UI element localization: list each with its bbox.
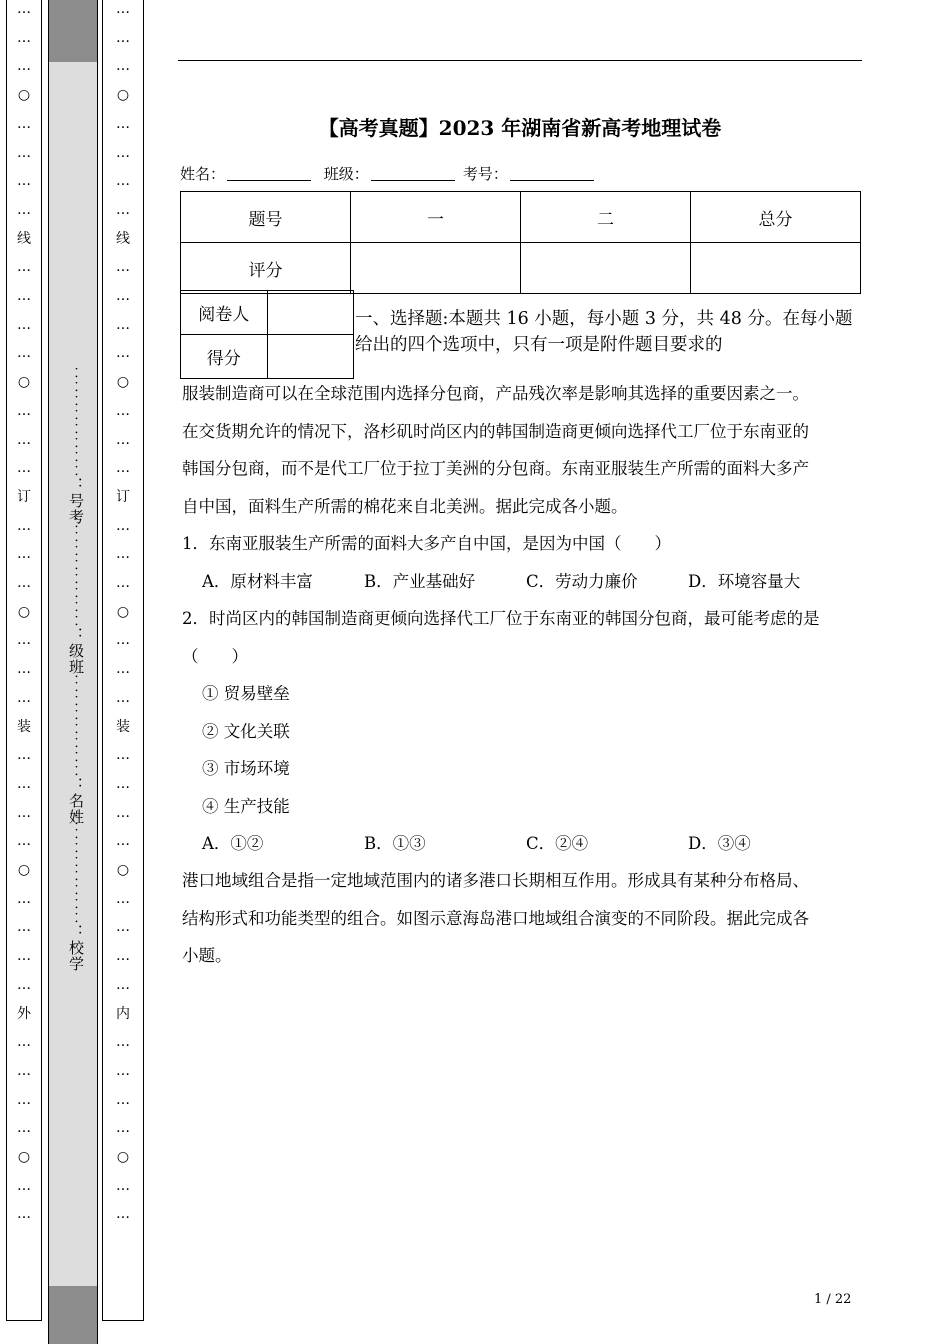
binding-mark: … [116, 58, 130, 75]
question-2-options [182, 825, 862, 863]
question-2-item: ① 贸易壁垒 [202, 684, 290, 703]
binding-mark: … [17, 517, 31, 534]
binding-mark: … [17, 890, 31, 907]
binding-mark: 订 [17, 488, 31, 505]
binding-mark: … [17, 689, 31, 706]
binding-mark: … [17, 1062, 31, 1079]
passage-line: 结构形式和功能类型的组合。如图示意海岛港口地域组合演变的不同阶段。据此完成各 [182, 908, 809, 928]
score-cell[interactable] [691, 243, 861, 294]
binding-mark: … [116, 259, 130, 276]
binding-mark: … [116, 460, 130, 477]
binding-mark: … [17, 259, 31, 276]
option-c[interactable]: C．②④ [526, 834, 589, 853]
binding-mark: … [17, 1206, 31, 1223]
score-cell[interactable] [521, 243, 691, 294]
reviewer-label: 阅卷人 [181, 291, 268, 335]
binding-mark: … [116, 1177, 130, 1194]
binding-mark: ○ [17, 603, 31, 620]
binding-mark: … [116, 201, 130, 218]
passage-line: 服装制造商可以在全球范围内选择分包商，产品残次率是影响其选择的重要因素之一。 [182, 384, 809, 403]
binding-mark: … [17, 115, 31, 132]
passage-line: 小题。 [182, 946, 232, 965]
binding-mark: 订 [116, 488, 130, 505]
binding-mark: … [116, 1034, 130, 1051]
question-2-stem-cont: （ ） [182, 646, 248, 666]
header-rule [178, 60, 862, 61]
binding-mark: … [17, 833, 31, 850]
binding-mark: ○ [17, 862, 31, 878]
binding-mark: … [17, 1034, 31, 1051]
name-blank[interactable] [227, 180, 311, 181]
option-b[interactable]: B．产业基础好 [364, 571, 476, 591]
binding-mark: 外 [17, 1005, 31, 1022]
binding-mark: 线 [116, 230, 130, 247]
binding-mark: … [116, 173, 130, 190]
binding-mark: … [116, 775, 130, 792]
binding-mark: … [17, 402, 31, 419]
binding-mark: … [17, 1120, 31, 1137]
reviewer-cell[interactable] [267, 291, 354, 335]
score-header-cell: 一 [351, 192, 521, 243]
inner-binding-marks [103, 0, 143, 1320]
question-2-item: ④ 生产技能 [202, 796, 290, 816]
binding-mark: … [17, 173, 31, 190]
binding-mark: … [116, 575, 130, 591]
binding-mark: ○ [116, 603, 130, 620]
grader-score-label: 得分 [181, 335, 268, 379]
score-header-cell: 二 [521, 192, 691, 243]
option-d[interactable]: D．③④ [688, 834, 751, 853]
binding-mark: … [17, 316, 31, 333]
binding-mark: ○ [17, 1149, 31, 1165]
binding-mark: … [17, 58, 31, 75]
binding-mark: … [116, 689, 130, 706]
binding-mark: … [116, 316, 130, 333]
exam-no-label: 考号： [462, 165, 508, 183]
page-number: 1 / 22 [814, 1292, 852, 1307]
binding-mark: … [116, 948, 130, 965]
binding-mark: 内 [116, 1005, 130, 1022]
binding-mark: ○ [116, 87, 130, 104]
question-2-stem: 2．时尚区内的韩国制造商更倾向选择代工厂位于东南亚的韩国分包商，最可能考虑的是 [182, 609, 820, 628]
exam-no-blank[interactable] [510, 180, 594, 181]
binding-mark: … [116, 288, 130, 304]
option-c[interactable]: C．劳动力廉价 [526, 571, 638, 591]
passage-2 [182, 862, 862, 975]
binding-mark: … [17, 948, 31, 965]
binding-mark: … [116, 1, 130, 17]
score-header-cell: 总分 [691, 192, 861, 243]
binding-mark: … [17, 976, 31, 993]
binding-mark: … [17, 288, 31, 304]
grader-table [180, 290, 354, 379]
binding-mark: … [116, 1062, 130, 1079]
passage-line: 在交货期允许的情况下，洛杉矶时尚区内的韩国制造商更倾向选择代工厂位于东南亚的 [182, 421, 809, 441]
exam-number-field[interactable]: ︰︰︰︰︰︰︰︰：号考 [67, 365, 85, 525]
binding-mark: … [116, 546, 130, 563]
binding-mark: … [116, 1091, 130, 1108]
score-table-row [181, 243, 861, 294]
option-a[interactable]: A．原材料丰富 [202, 571, 313, 591]
binding-mark: … [17, 661, 31, 678]
exam-title: 【高考真题】2023 年湖南省新高考地理试卷 [318, 116, 722, 140]
binding-mark: … [17, 201, 31, 218]
binding-mark: … [116, 517, 130, 534]
binding-mark: … [116, 632, 130, 649]
grader-row [181, 335, 354, 379]
option-a[interactable]: A．①② [202, 834, 264, 853]
binding-mark: 装 [116, 718, 130, 735]
grader-row [181, 291, 354, 335]
outer-binding-marks [7, 0, 41, 1320]
binding-mark: … [17, 431, 31, 448]
binding-mark: ○ [17, 374, 31, 391]
binding-mark: ○ [17, 87, 31, 104]
question-1-options [182, 563, 862, 601]
binding-mark: … [17, 804, 31, 821]
binding-mark: … [116, 890, 130, 907]
name-field[interactable]: ︰︰︰︰︰︰︰︰：名姓 [67, 665, 85, 825]
binding-mark: … [116, 976, 130, 993]
band-bottom-block [49, 1286, 97, 1344]
binding-mark: … [17, 460, 31, 477]
score-table-header-row [181, 192, 861, 243]
binding-mark: … [17, 1177, 31, 1194]
question-1-stem: 1．东南亚服装生产所需的面料大多产自中国，是因为中国（ ） [182, 534, 671, 553]
score-row-label: 评分 [181, 243, 351, 294]
binding-mark: … [116, 833, 130, 850]
class-field[interactable]: ︰︰︰︰︰︰︰︰：级班 [67, 515, 85, 675]
question-2-item: ③ 市场环境 [202, 759, 290, 778]
binding-mark: … [116, 115, 130, 132]
binding-mark: ○ [116, 1149, 130, 1165]
binding-mark: … [116, 29, 130, 46]
binding-mark: ○ [116, 374, 130, 391]
class-blank[interactable] [371, 180, 455, 181]
binding-mark: … [17, 345, 31, 362]
student-info-line [180, 163, 602, 184]
binding-mark: … [116, 144, 130, 161]
grader-score-cell[interactable] [267, 335, 354, 379]
score-cell[interactable] [351, 243, 521, 294]
binding-mark: … [17, 632, 31, 649]
binding-mark: ○ [116, 862, 130, 878]
inner-binding-column [102, 0, 144, 1321]
binding-mark: … [116, 804, 130, 821]
binding-mark: 装 [17, 718, 31, 735]
question-2-item: ② 文化关联 [202, 721, 290, 741]
binding-mark: … [116, 345, 130, 362]
option-b[interactable]: B．①③ [364, 834, 426, 853]
name-label: 姓名： [180, 165, 226, 183]
binding-mark: … [116, 431, 130, 448]
binding-mark: … [116, 1206, 130, 1223]
binding-mark: … [17, 1, 31, 17]
binding-mark: … [116, 1120, 130, 1137]
binding-mark: … [17, 1091, 31, 1108]
binding-mark: … [116, 402, 130, 419]
passage-line: 自中国，面料生产所需的棉花来自北美洲。据此完成各小题。 [182, 496, 628, 516]
class-label: 班级： [323, 165, 369, 183]
question-block-1 [182, 375, 862, 863]
passage-line: 港口地域组合是指一定地域范围内的诸多港口长期相互作用。形成具有某种分布格局、 [182, 871, 809, 890]
binding-mark: … [17, 29, 31, 46]
outer-binding-column [6, 0, 42, 1321]
binding-mark: … [116, 747, 130, 764]
score-table [180, 191, 861, 294]
binding-mark: … [17, 144, 31, 161]
passage-line: 韩国分包商，而不是代工厂位于拉丁美洲的分包商。东南亚服装生产所需的面料大多产 [182, 459, 809, 478]
binding-mark: 线 [17, 230, 31, 247]
score-header-cell: 题号 [181, 192, 351, 243]
school-field[interactable]: ︰︰︰︰︰︰︰︰：校学 [67, 812, 85, 972]
option-d[interactable]: D．环境容量大 [688, 571, 801, 591]
binding-mark: … [116, 661, 130, 678]
binding-mark: … [17, 546, 31, 563]
band-top-block [49, 0, 97, 62]
binding-mark: … [17, 575, 31, 591]
binding-mark: … [17, 775, 31, 792]
binding-mark: … [116, 919, 130, 936]
binding-mark: … [17, 747, 31, 764]
section-heading: 一、选择题:本题共 16 小题，每小题 3 分，共 48 分。在每小题给出的四个选项中，只有一项是附件题目要求的 [355, 309, 853, 355]
binding-mark: … [17, 919, 31, 936]
